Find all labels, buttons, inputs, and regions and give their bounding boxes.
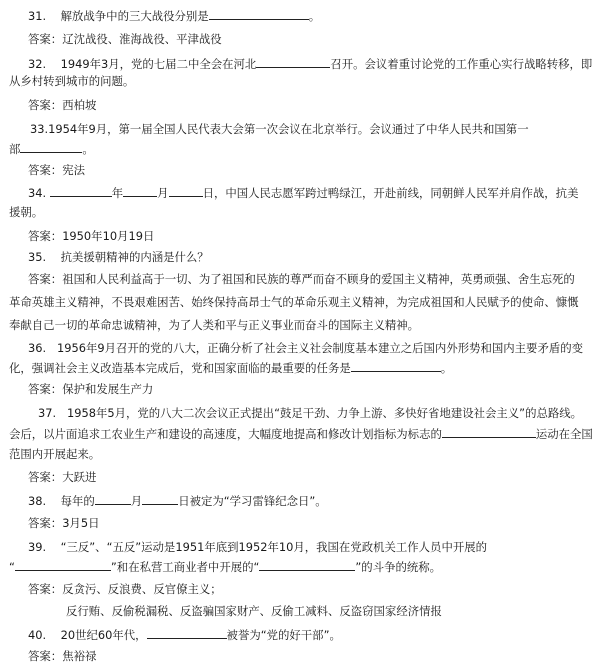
question-text: 。 xyxy=(82,142,94,156)
question-36 xyxy=(28,341,600,355)
question-34-line2 xyxy=(9,205,593,219)
question-text: 抗美援朝精神的内涵是什么？ xyxy=(60,250,209,264)
question-text: 。 xyxy=(308,9,321,23)
answer-blank xyxy=(442,426,536,438)
question-text: 月 xyxy=(157,186,169,200)
question-text: 。 xyxy=(440,361,453,375)
question-text: 38. 每年的 xyxy=(28,494,95,508)
question-number: 34. xyxy=(28,186,47,200)
answer-blank-day xyxy=(142,493,178,505)
answer-text: 西柏坡 xyxy=(62,98,97,112)
question-text: 解放战争中的三大战役分别是 xyxy=(60,9,209,23)
answer-blank xyxy=(20,141,82,153)
question-text: ”的斗争的统称。 xyxy=(355,560,442,574)
answer-blank xyxy=(147,627,227,639)
answer-text: 奉献自己一切的革命忠诚精神，为了人类和平与正义事业而奋斗的国际主义精神。 xyxy=(9,318,420,332)
answer-text: 保护和发展生产力 xyxy=(62,382,154,396)
answer-35 xyxy=(28,272,600,286)
question-text: 召开。会议着重讨论党的工作重心实行战略转移，即 xyxy=(330,57,593,71)
question-text: 年 xyxy=(111,186,124,200)
answer-35-line2 xyxy=(9,295,593,309)
question-number: 35. xyxy=(28,250,47,264)
question-number: 31. xyxy=(28,9,47,23)
answer-text: 大跃进 xyxy=(62,470,97,484)
answer-text: 反贪污、反浪费、反官僚主义； xyxy=(62,582,222,596)
answer-35-line3 xyxy=(9,318,593,332)
question-text: 被誉为“党的好干部”。 xyxy=(226,628,341,642)
answer-38 xyxy=(28,516,600,530)
answer-32 xyxy=(28,98,600,112)
question-35 xyxy=(28,250,600,264)
question-39 xyxy=(28,540,600,554)
question-text: 月 xyxy=(130,494,143,508)
question-text: ”和在私营工商业者中开展的“ xyxy=(110,560,260,574)
question-text: “ xyxy=(9,560,15,574)
question-text: 范围内开展起来。 xyxy=(9,447,101,461)
question-text: 运动在全国 xyxy=(535,427,593,441)
question-text: 日，中国人民志愿军跨过鸭绿江，开赴前线，同朝鲜人民军并肩作战，抗美 xyxy=(202,186,579,200)
answer-label: 答案： xyxy=(28,98,63,112)
answer-text: 革命英雄主义精神，不畏艰难困苦、始终保持高昂士气的革命乐观主义精神，为完成祖国和人民赋予的使命、慷慨 xyxy=(9,295,579,309)
answer-34 xyxy=(28,229,600,243)
answer-39 xyxy=(28,582,600,596)
question-34 xyxy=(28,185,600,200)
question-text: 37. 1958年5月，党的八大二次会议正式提出“鼓足干劲、力争上游、多快好省地建设社会主义”的总路线。 xyxy=(38,406,583,420)
answer-label: 答案： xyxy=(28,649,63,663)
answer-label: 答案： xyxy=(28,582,63,596)
question-36-line2 xyxy=(9,360,593,375)
question-text: 援朝。 xyxy=(9,205,44,219)
question-text: 部 xyxy=(9,142,21,156)
answer-blank-month xyxy=(95,493,131,505)
question-37-line3 xyxy=(9,447,593,461)
answer-text: 反行贿、反偷税漏税、反盗骗国家财产、反偷工减料、反盗窃国家经济情报 xyxy=(66,604,442,618)
answer-label: 答案： xyxy=(28,470,63,484)
question-text: 40. 20世纪60年代， xyxy=(28,628,147,642)
answer-31 xyxy=(28,32,600,46)
answer-36 xyxy=(28,382,600,396)
question-39-line2 xyxy=(9,559,593,574)
question-text: 33.1954年9月，第一届全国人民代表大会第一次会议在北京举行。会议通过了中华人民共和国第一 xyxy=(30,122,529,136)
answer-text: 祖国和人民利益高于一切、为了祖国和民族的尊严而奋不顾身的爱国主义精神，英勇顽强、舍生忘死的 xyxy=(62,272,575,286)
question-33 xyxy=(30,122,600,136)
answer-blank-year xyxy=(50,185,112,197)
answer-blank-2 xyxy=(259,559,355,571)
answer-33 xyxy=(28,163,600,177)
question-text: 化，强调社会主义改造基本完成后，党和国家面临的最重要的任务是 xyxy=(9,361,351,375)
answer-label: 答案： xyxy=(28,382,63,396)
answer-blank-month xyxy=(123,185,157,197)
question-31 xyxy=(28,8,600,23)
answer-text: 辽沈战役、淮海战役、平津战役 xyxy=(62,32,222,46)
question-40 xyxy=(28,627,600,642)
answer-blank xyxy=(351,360,441,372)
question-37 xyxy=(38,406,600,420)
question-37-line2 xyxy=(9,426,593,441)
answer-label: 答案： xyxy=(28,516,63,530)
answer-blank-1 xyxy=(15,559,111,571)
question-text: 39. “三反”、“五反”运动是1951年底到1952年10月，我国在党政机关工作人员中开展的 xyxy=(28,540,488,554)
answer-blank xyxy=(209,8,309,20)
answer-text: 3月5日 xyxy=(62,516,100,530)
question-32-line2 xyxy=(9,74,593,88)
question-38 xyxy=(28,493,600,508)
answer-label: 答案： xyxy=(28,32,63,46)
answer-40 xyxy=(28,649,600,663)
question-32 xyxy=(28,56,600,71)
question-text: 日被定为“学习雷锋纪念日”。 xyxy=(178,494,327,508)
question-text: 从乡村转到城市的问题。 xyxy=(9,74,135,88)
answer-label: 答案： xyxy=(28,163,63,177)
answer-blank-day xyxy=(169,185,203,197)
answer-39-line2 xyxy=(66,604,600,618)
question-text: 36. 1956年9月召开的党的八大，正确分析了社会主义社会制度基本建立之后国内外形势和国内主要矛盾的变 xyxy=(28,341,584,355)
question-text: 会后，以片面追求工农业生产和建设的高速度，大幅度地提高和修改计划指标为标志的 xyxy=(9,427,442,441)
answer-text: 宪法 xyxy=(62,163,85,177)
answer-text: 焦裕禄 xyxy=(62,649,97,663)
question-text: 32. 1949年3月，党的七届二中全会在河北 xyxy=(28,57,257,71)
answer-blank xyxy=(256,56,330,68)
answer-37 xyxy=(28,470,600,484)
answer-label: 答案： xyxy=(28,272,63,286)
answer-label: 答案： xyxy=(28,229,63,243)
answer-text: 1950年10月19日 xyxy=(62,229,155,243)
question-33-line2 xyxy=(9,141,593,156)
